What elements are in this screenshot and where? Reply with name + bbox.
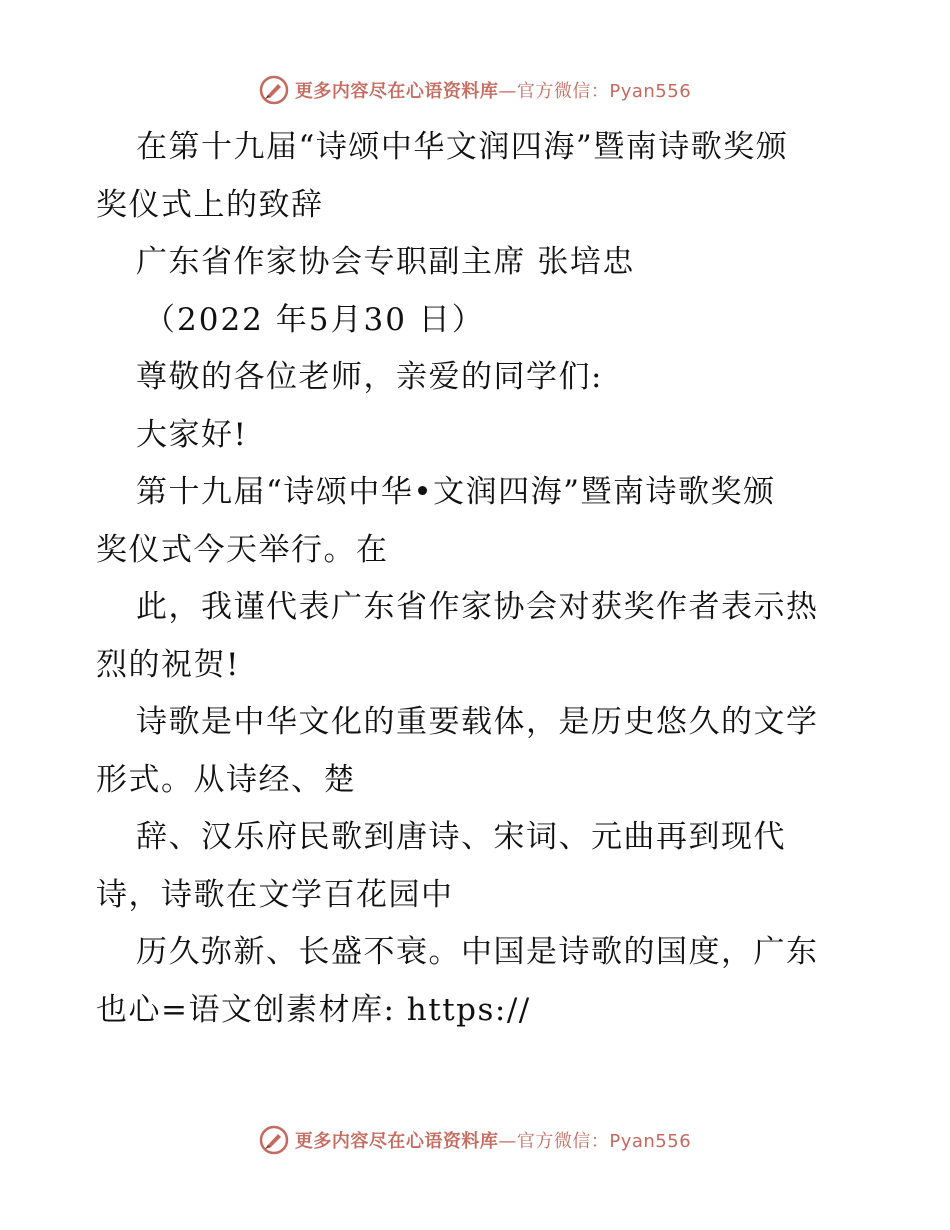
footer-banner [0, 1120, 950, 1160]
header-wechat-label: 官方微信： [516, 81, 610, 102]
salutation: 尊敬的各位老师，亲爱的同学们: [136, 359, 603, 395]
body-line: 诗歌是中华文化的重要载体，是历史悠久的文学 [136, 704, 819, 740]
header-brand: 更多内容尽在心语资料库 [294, 81, 499, 102]
footer-brand: 更多内容尽在心语资料库 [294, 1131, 499, 1152]
footer-wechat-id: Pyan556 [609, 1131, 692, 1152]
body-line: 诗，诗歌在文学百花园中 [96, 876, 454, 913]
greeting: 大家好! [136, 416, 248, 453]
body-line: 辞、汉乐府民歌到唐诗、宋词、元曲再到现代 [136, 819, 786, 855]
body-line: 第十九届“诗颂中华•文润四海”暨南诗歌奖颁 [136, 474, 776, 510]
title-line-2: 奖仪式上的致辞 [96, 186, 324, 223]
body-line: 也心=语文创素材库: https:// [96, 991, 531, 1028]
title-line-1: 在第十九届“诗颂中华文润四海”暨南诗歌奖颁 [136, 129, 789, 165]
author-line: 广东省作家协会专职副主席 张培忠 [136, 244, 635, 280]
header-separator: — [498, 81, 517, 102]
body-line: 历久弥新、长盛不衰。中国是诗歌的国度，广东 [136, 934, 819, 970]
footer-wechat-label: 官方微信： [516, 1131, 610, 1152]
pen-logo-icon [259, 1125, 289, 1155]
document-body [96, 119, 856, 1039]
date-line: （2022 年5月30 日） [144, 301, 485, 338]
header-banner [0, 70, 950, 110]
body-line: 形式。从诗经、楚 [96, 761, 356, 798]
body-line: 此，我谨代表广东省作家协会对获奖作者表示热 [136, 589, 819, 625]
pen-logo-icon [259, 75, 289, 105]
body-line: 烈的祝贺! [96, 646, 240, 683]
footer-separator: — [498, 1131, 517, 1152]
header-wechat-id: Pyan556 [609, 81, 692, 102]
header-text [295, 77, 691, 103]
footer-text [295, 1127, 691, 1153]
body-line: 奖仪式今天举行。在 [96, 531, 389, 568]
